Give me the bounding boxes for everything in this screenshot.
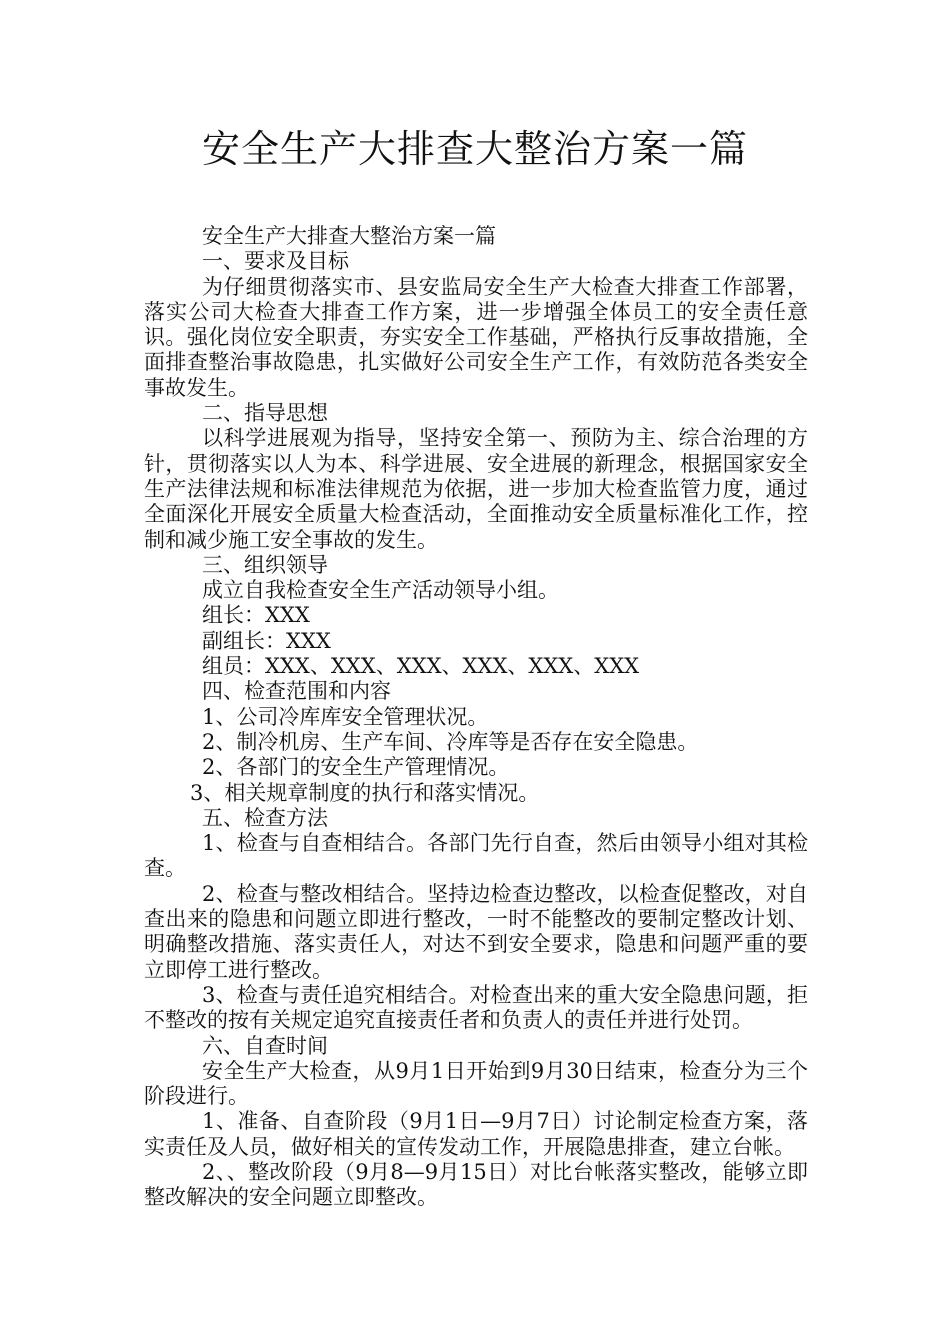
paragraph-leadership: 成立自我检查安全生产活动领导小组。 xyxy=(202,578,559,603)
document-title: 安全生产大排查大整治方案一篇 xyxy=(201,127,748,171)
scope-item: 3、相关规章制度的执行和落实情况。 xyxy=(190,780,540,805)
section-heading-leadership: 三、组织领导 xyxy=(202,552,328,577)
scope-item: 1、公司冷库库安全管理状况。 xyxy=(202,704,489,729)
section-heading-scope: 四、检查范围和内容 xyxy=(202,679,391,704)
method-item: 3、检查与责任追究相结合。对检查出来的重大安全隐患问题，拒不整改的按有关规定追究直接责任者和负责人的责任并进行处罚。 xyxy=(144,982,808,1033)
schedule-item: 2、、整改阶段（9月8—9月15日）对比台帐落实整改，能够立即整改解决的安全问题立即整改。 xyxy=(144,1159,808,1210)
scope-item: 2、各部门的安全生产管理情况。 xyxy=(202,755,510,780)
paragraph-guidance: 以科学进展观为指导，坚持安全第一、预防为主、综合治理的方针，贯彻落实以人为本、科学进展、安全进展的新理念，根据国家安全生产法律法规和标准法律规范为依据，进一步加大检查监管力度，通过全面深化开展安全质量大检查活动，全面推动安全质量标准化工作，控制和减少施工安全事故的发生。 xyxy=(144,426,808,552)
scope-item: 2、制冷机房、生产车间、冷库等是否存在安全隐患。 xyxy=(202,729,699,754)
section-heading-schedule: 六、自查时间 xyxy=(202,1033,328,1058)
section-heading-methods: 五、检查方法 xyxy=(202,805,328,830)
paragraph-goals: 为仔细贯彻落实市、县安监局安全生产大检查大排查工作部署，落实公司大检查大排查工作方案，进一步增强全体员工的安全责任意识。强化岗位安全职责，夯实安全工作基础，严格执行反事故措施，全面排查整治事故隐患，扎实做好公司安全生产工作，有效防范各类安全事故发生。 xyxy=(144,274,808,400)
members-line: 组员：XXX、XXX、XXX、XXX、XXX、XXX xyxy=(202,654,640,679)
method-item: 2、检查与整改相结合。坚持边检查边整改，以检查促整改，对自查出来的隐患和问题立即进行整改，一时不能整改的要制定整改计划、明确整改措施、落实责任人，对达不到安全要求，隐患和问题严重的要立即停工进行整改。 xyxy=(144,881,808,982)
subtitle-paragraph: 安全生产大排查大整治方案一篇 xyxy=(202,224,496,248)
deputy-leader-line: 副组长：XXX xyxy=(202,628,331,653)
method-item: 1、检查与自查相结合。各部门先行自查，然后由领导小组对其检查。 xyxy=(144,831,808,881)
section-heading-guidance: 二、指导思想 xyxy=(202,401,328,426)
document-body xyxy=(144,224,808,1211)
section-heading-goals: 一、要求及目标 xyxy=(202,249,349,274)
paragraph-schedule: 安全生产大检查，从9月1日开始到9月30日结束，检查分为三个阶段进行。 xyxy=(144,1058,808,1109)
leader-line: 组长：XXX xyxy=(202,603,310,628)
schedule-item: 1、准备、自查阶段（9月1日—9月7日）讨论制定检查方案，落实责任及人员，做好相关的宣传发动工作，开展隐患排查，建立台帐。 xyxy=(144,1109,808,1159)
